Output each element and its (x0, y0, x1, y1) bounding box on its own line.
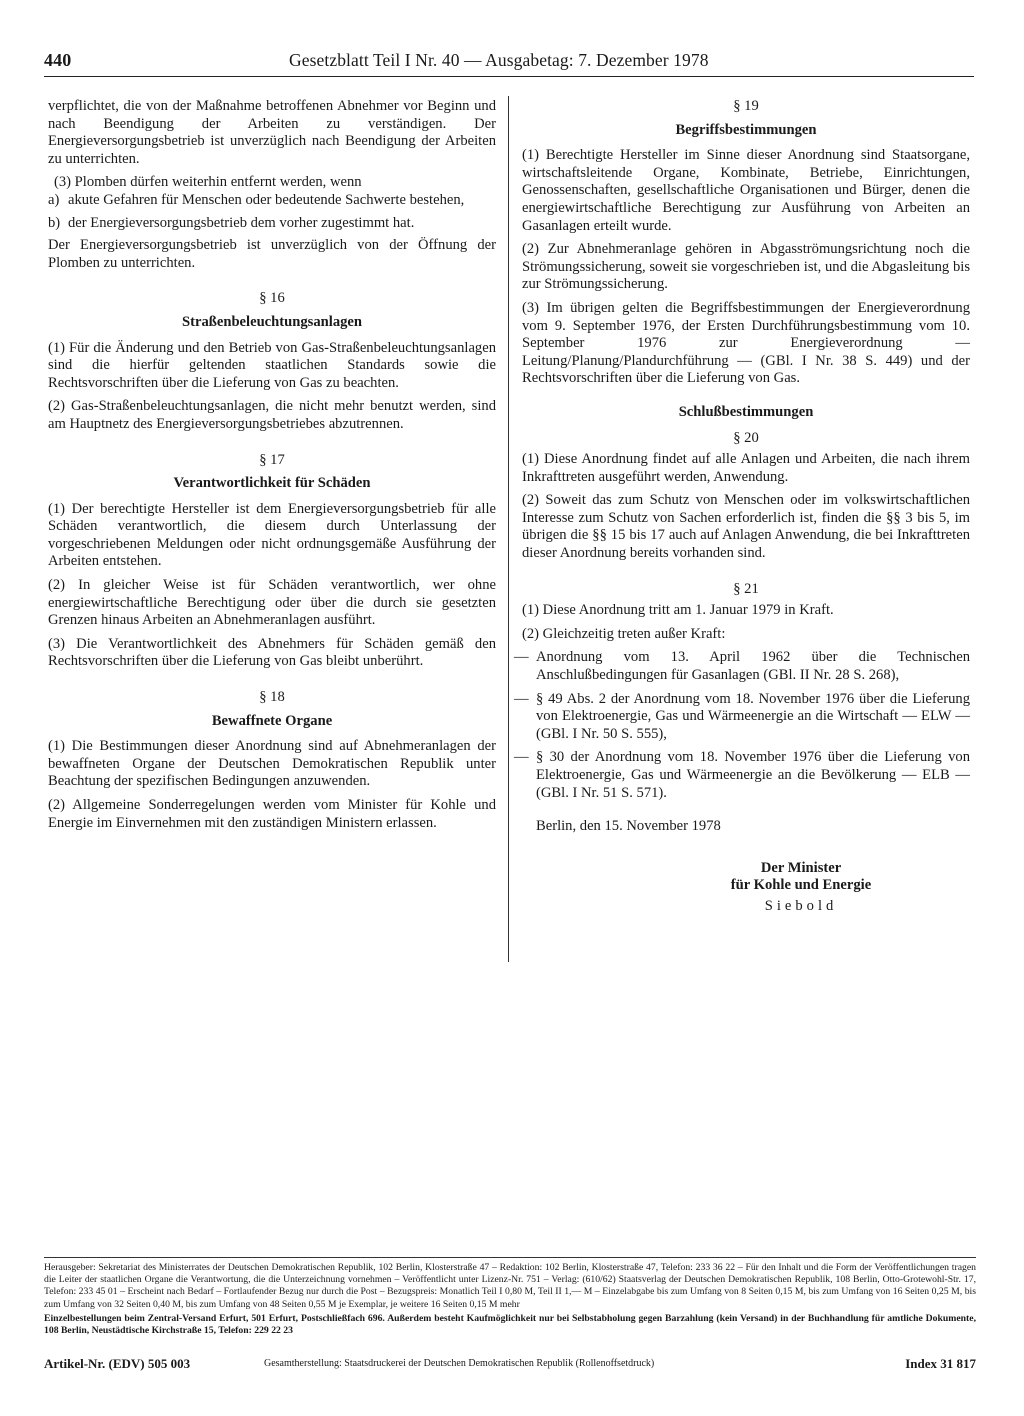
paragraph: (1) Die Bestimmungen dieser Anordnung sind auf Abnehmeranlagen der bewaffneten Organe der Deutschen Demokratischen Republik unter Beachtung der spezifischen Bedingungen anzuwenden. (48, 738, 496, 790)
list-item-text: akute Gefahren für Menschen oder bedeutende Sachwerte bestehen, (68, 191, 465, 208)
paragraph: (2) Soweit das zum Schutz von Menschen oder im volkswirtschaftlichen Interesse zum Schutz von Sachen erforderlich ist, finden die §§ 3 bis 5, im übrigen die §§ 15 bis 17 auch auf Anlagen Anwendung, die bei Inkrafttreten dieser Anordnung bereits vorhanden sind. (522, 492, 970, 562)
place-and-date: Berlin, den 15. November 1978 (536, 818, 721, 835)
final-provisions-title: Schlußbestimmungen (678, 403, 814, 420)
list-marker: a) (48, 191, 60, 208)
dash-marker: — (514, 649, 529, 666)
section-title: Bewaffnete Organe (211, 712, 333, 729)
imprint (44, 1257, 976, 1337)
section-number: § 16 (259, 290, 285, 307)
production-note: Gesamtherstellung: Staatsdruckerei der Deutschen Demokratischen Republik (Rollenoffsetdruck) (264, 1358, 655, 1369)
section-number: § 21 (733, 580, 759, 597)
paragraph: (2) Gleichzeitig treten außer Kraft: (522, 625, 726, 642)
list-item (48, 215, 496, 233)
signatory-name: Siebold (764, 897, 838, 914)
paragraph: (1) Diese Anordnung tritt am 1. Januar 1979 in Kraft. (522, 602, 834, 619)
dash-marker: — (514, 690, 529, 707)
page-number: 440 (44, 50, 72, 70)
list-item (514, 749, 970, 802)
section-number: § 17 (259, 451, 285, 468)
section-title: Begriffsbestimmungen (675, 121, 817, 138)
gazette-title: Gesetzblatt Teil I Nr. 40 — Ausgabetag: 7. Dezember 1978 (289, 50, 709, 70)
section-title: Verantwortlichkeit für Schäden (173, 475, 371, 492)
paragraph: (1) Der berechtigte Hersteller ist dem Energieversorgungsbetrieb für alle Schäden verantwortlich, die diesem durch Unterlassung der vorgeschriebenen Meldungen oder nicht ordnungsgemäße Ausführung der Arbeiten entstehen. (48, 500, 496, 570)
header-rule (44, 76, 974, 77)
column-divider (508, 96, 509, 962)
signatory-title: Der Minister (760, 859, 842, 876)
imprint-text: Herausgeber: Sekretariat des Ministerrates der Deutschen Demokratischen Republik, 102 Berlin, Klosterstraße 47 – Redaktion: 102 Berlin, Klosterstraße 47, Telefon: 233 36 22 – Für den Inhalt und die Form der Veröffentlichungen tragen die Leiter der staatlichen Organe die Verantwortung, die die Unterzeichnung vornehmen – Veröffentlicht unter Lizenz-Nr. 751 – Verlag: (610/62) Staatsverlag der Deutschen Demokratischen Republik, 108 Berlin, Otto-Grotewohl-Str. 17, Telefon: 233 45 01 – Erscheint nach Bedarf – Fortlaufender Bezug nur durch die Post – Bezugspreis: Monatlich Teil I 0,80 M, Teil II 1,— M – Einzelabgabe bis zum Umfang von 8 Seiten 0,15 M, bis zum Umfang von 16 Seiten 0,25 M, bis zum Umfang von 32 Seiten 0,40 M, bis zum Umfang von 48 Seiten 0,55 M je Exemplar, je weitere 16 Seiten 0,15 M mehr (44, 1262, 976, 1310)
paragraph: (1) Diese Anordnung findet auf alle Anlagen und Arbeiten, die nach ihrem Inkrafttreten ausgeführt werden, Anwendung. (522, 451, 970, 485)
section-number: § 20 (733, 429, 759, 446)
list-item-text: der Energieversorgungsbetrieb dem vorher zugestimmt hat. (68, 214, 415, 231)
list-item-text: § 30 der Anordnung vom 18. November 1976 über die Lieferung von Elektroenergie, Gas und Wärmeenergie an die Bevölkerung — ELB — (GBl. I Nr. 51 S. 571). (536, 749, 970, 801)
left-column (48, 98, 496, 838)
imprint-order-info: Einzelbestellungen beim Zentral-Versand Erfurt, 501 Erfurt, Postschließfach 696. Außerdem besteht Kaufmöglichkeit nur bei Selbstabholung gegen Barzahlung (kein Versand) in der Buchhandlung für amtliche Dokumente, 108 Berlin, Neustädtische Kirchstraße 15, Telefon: 229 22 23 (44, 1312, 976, 1337)
dash-marker: — (514, 749, 529, 766)
right-column (514, 98, 970, 915)
paragraph: (1) Berechtigte Hersteller im Sinne dieser Anordnung sind Staatsorgane, wirtschaftsleitende Organe, Kombinate, Betriebe, Einrichtungen, Genossenschaften, gesellschaftliche Organisationen und Bürger, denen die energiewirtschaftliche Berechtigung zur Ausführung von Arbeiten an Gasanlagen erteilt wurde. (522, 147, 970, 234)
paragraph: (2) In gleicher Weise ist für Schäden verantwortlich, wer ohne energiewirtschaftliche Berechtigung oder über die durch sie gesetzten Grenzen hinaus Arbeiten an Abnehmeranlagen ausführt. (48, 577, 496, 629)
continued-paragraph: verpflichtet, die von der Maßnahme betroffenen Abnehmer vor Beginn und nach Beendigung der Arbeiten zu verständigen. Der Energieversorgungsbetrieb ist unverzüglich nach Beendigung der Arbeiten zu unterrichten. (48, 98, 496, 167)
section-number: § 19 (733, 98, 759, 114)
list-item (514, 649, 970, 684)
paragraph: Der Energieversorgungsbetrieb ist unverzüglich von der Öffnung der Plomben zu unterrichten. (48, 237, 496, 271)
paragraph: (2) Zur Abnehmeranlage gehören in Abgasströmungsrichtung noch die Strömungssicherung, soweit sie vorgeschrieben ist, und die Abgasleitung bis zur Strömungssicherung. (522, 241, 970, 293)
signature-block (632, 860, 970, 916)
section-title: Straßenbeleuchtungsanlagen (181, 313, 363, 330)
paragraph: (2) Gas-Straßenbeleuchtungsanlagen, die nicht mehr benutzt werden, sind am Hauptnetz des Energieversorgungsbetriebes abzutrennen. (48, 398, 496, 432)
page-header (44, 50, 974, 78)
list-item-text: Anordnung vom 13. April 1962 über die Technischen Anschlußbedingungen für Gasanlagen (GBl. II Nr. 28 S. 268), (536, 649, 970, 684)
list-item-text: § 49 Abs. 2 der Anordnung vom 18. November 1976 über die Lieferung von Elektroenergie, Gas und Wärmeenergie an die Wirtschaft — ELW — (GBl. I Nr. 50 S. 555), (536, 690, 970, 742)
article-number: Artikel-Nr. (EDV) 505 003 (44, 1356, 191, 1371)
list-marker: b) (48, 214, 61, 231)
signatory-ministry: für Kohle und Energie (730, 876, 872, 893)
page-footer (44, 1356, 976, 1376)
paragraph: (1) Für die Änderung und den Betrieb von Gas-Straßenbeleuchtungsanlagen sind die hierfür geltenden staatlichen Standards sowie die Rechtsvorschriften über die Lieferung von Gas zu beachten. (48, 339, 496, 391)
paragraph: (2) Allgemeine Sonderregelungen werden vom Minister für Kohle und Energie im Einvernehmen mit den zuständigen Ministern erlassen. (48, 797, 496, 831)
index-number: Index 31 817 (905, 1356, 976, 1371)
section-number: § 18 (259, 689, 285, 706)
paragraph-plomben: (3) Plomben dürfen weiterhin entfernt werden, wenn (54, 174, 362, 191)
paragraph: (3) Die Verantwortlichkeit des Abnehmers für Schäden gemäß den Rechtsvorschriften über die Lieferung von Gas bleibt unberührt. (48, 635, 496, 670)
list-item (48, 192, 496, 210)
paragraph: (3) Im übrigen gelten die Begriffsbestimmungen der Energieverordnung vom 9. September 1976, der Ersten Durchführungsbestimmung vom 10. September 1976 zur Energieverordnung — Leitung/Planung/Plandurchführung — (GBl. I Nr. 38 S. 449) und der Rechtsvorschriften über die Lieferung von Gas. (522, 299, 970, 387)
list-item (514, 690, 970, 744)
